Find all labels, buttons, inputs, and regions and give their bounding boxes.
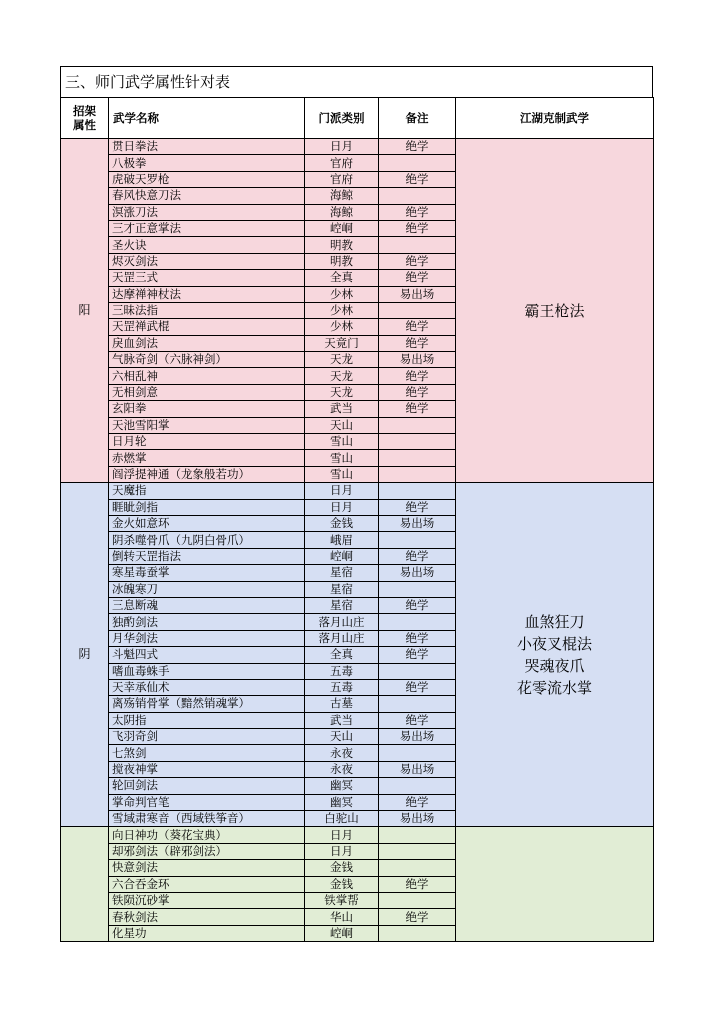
skill-name-cell: 向日神功（葵花宝典） — [109, 827, 305, 843]
sect-cell: 星宿 — [305, 581, 379, 597]
attribute-table — [60, 97, 654, 942]
sect-cell: 永夜 — [305, 745, 379, 761]
sect-cell: 金钱 — [305, 515, 379, 531]
counter-skill: 哭魂夜爪 — [524, 656, 585, 675]
skill-name-cell: 嗜血毒蛛手 — [109, 663, 305, 679]
attribute-cell: 阳 — [61, 139, 109, 483]
sect-cell: 武当 — [305, 401, 379, 417]
counter-skill: 霸王枪法 — [524, 301, 585, 320]
sect-cell: 官府 — [305, 171, 379, 187]
sect-cell: 天山 — [305, 417, 379, 433]
skill-name-cell: 三昧法指 — [109, 302, 305, 318]
note-cell — [379, 663, 456, 679]
note-cell — [379, 155, 456, 171]
skill-name-cell: 贯日拳法 — [109, 139, 305, 155]
note-cell: 绝学 — [379, 204, 456, 220]
sect-cell: 天竟门 — [305, 335, 379, 351]
note-cell — [379, 892, 456, 908]
skill-name-cell: 天罡三式 — [109, 270, 305, 286]
skill-name-cell: 天魔指 — [109, 483, 305, 499]
skill-name-cell: 达摩禅神杖法 — [109, 286, 305, 302]
sect-cell: 华山 — [305, 909, 379, 925]
note-cell: 绝学 — [379, 499, 456, 515]
skill-name-cell: 六相乱神 — [109, 368, 305, 384]
note-cell: 绝学 — [379, 335, 456, 351]
sect-cell: 幽冥 — [305, 794, 379, 810]
note-cell: 绝学 — [379, 647, 456, 663]
attribute-sheet — [60, 66, 653, 942]
sect-cell: 日月 — [305, 827, 379, 843]
skill-name-cell: 天池雪阳掌 — [109, 417, 305, 433]
note-cell: 绝学 — [379, 384, 456, 400]
counter-skill: 小夜叉棍法 — [516, 634, 592, 653]
skill-name-cell: 化星功 — [109, 925, 305, 941]
note-cell — [379, 302, 456, 318]
note-cell: 绝学 — [379, 368, 456, 384]
skill-name-cell: 春风快意刀法 — [109, 188, 305, 204]
skill-name-cell: 铁陨沉砂掌 — [109, 892, 305, 908]
skill-name-cell: 太阴指 — [109, 712, 305, 728]
skill-name-cell: 烬灭剑法 — [109, 253, 305, 269]
sect-cell: 峨眉 — [305, 532, 379, 548]
skill-name-cell: 溟涨刀法 — [109, 204, 305, 220]
note-cell: 绝学 — [379, 794, 456, 810]
note-cell: 绝学 — [379, 401, 456, 417]
note-cell: 易出场 — [379, 565, 456, 581]
skill-name-cell: 八极拳 — [109, 155, 305, 171]
skill-name-cell: 阴杀噬骨爪（九阴白骨爪） — [109, 532, 305, 548]
note-cell — [379, 417, 456, 433]
skill-name-cell: 寒星毒蚕掌 — [109, 565, 305, 581]
note-cell — [379, 843, 456, 859]
note-cell — [379, 778, 456, 794]
note-cell: 绝学 — [379, 679, 456, 695]
attribute-cell — [61, 827, 109, 942]
skill-name-cell: 却邪剑法（辟邪剑法） — [109, 843, 305, 859]
sect-cell: 天龙 — [305, 384, 379, 400]
sect-cell: 落月山庄 — [305, 630, 379, 646]
note-cell — [379, 483, 456, 499]
skill-name-cell: 独酌剑法 — [109, 614, 305, 630]
skill-name-cell: 金火如意环 — [109, 515, 305, 531]
counter-skills-cell — [456, 139, 654, 483]
skill-name-cell: 搅夜神掌 — [109, 761, 305, 777]
sect-cell: 永夜 — [305, 761, 379, 777]
sect-cell: 日月 — [305, 483, 379, 499]
skill-name-cell: 天幸承仙术 — [109, 679, 305, 695]
note-cell — [379, 532, 456, 548]
skill-name-cell: 日月轮 — [109, 434, 305, 450]
skill-name-cell: 月华剑法 — [109, 630, 305, 646]
sect-cell: 全真 — [305, 270, 379, 286]
skill-name-cell: 玄阳拳 — [109, 401, 305, 417]
skill-name-cell: 离殇销骨掌（黯然销魂掌） — [109, 696, 305, 712]
sect-cell: 明教 — [305, 253, 379, 269]
note-cell — [379, 581, 456, 597]
sect-cell: 雪山 — [305, 434, 379, 450]
sect-cell: 海鲸 — [305, 188, 379, 204]
note-cell: 绝学 — [379, 630, 456, 646]
skill-name-cell: 气脉奇剑（六脉神剑） — [109, 352, 305, 368]
skill-name-cell: 七煞剑 — [109, 745, 305, 761]
header-counter: 江湖克制武学 — [456, 98, 654, 139]
note-cell: 绝学 — [379, 139, 456, 155]
sect-cell: 幽冥 — [305, 778, 379, 794]
sect-cell: 武当 — [305, 712, 379, 728]
sect-cell: 天山 — [305, 729, 379, 745]
note-cell: 绝学 — [379, 220, 456, 236]
sect-cell: 明教 — [305, 237, 379, 253]
skill-name-cell: 雪域肃寒音（西域铁筝音） — [109, 811, 305, 827]
skill-name-cell: 斗魁四式 — [109, 647, 305, 663]
skill-name-cell: 赤燃掌 — [109, 450, 305, 466]
counter-skill: 花零流水掌 — [516, 678, 592, 697]
note-cell: 绝学 — [379, 876, 456, 892]
note-cell — [379, 237, 456, 253]
note-cell: 绝学 — [379, 171, 456, 187]
counter-skill: 血煞狂刀 — [524, 612, 585, 631]
note-cell — [379, 188, 456, 204]
skill-name-cell: 六合吞金环 — [109, 876, 305, 892]
skill-name-cell: 春秋剑法 — [109, 909, 305, 925]
skill-name-cell: 三息断魂 — [109, 597, 305, 613]
note-cell — [379, 827, 456, 843]
sect-cell: 金钱 — [305, 860, 379, 876]
skill-name-cell: 虎破天罗枪 — [109, 171, 305, 187]
note-cell: 绝学 — [379, 597, 456, 613]
note-cell — [379, 925, 456, 941]
header-note: 备注 — [379, 98, 456, 139]
skill-name-cell: 圣火诀 — [109, 237, 305, 253]
sect-cell: 五毒 — [305, 663, 379, 679]
header-row — [61, 98, 654, 139]
skill-name-cell: 轮回剑法 — [109, 778, 305, 794]
sect-cell: 官府 — [305, 155, 379, 171]
note-cell: 绝学 — [379, 548, 456, 564]
skill-name-cell: 三才正意掌法 — [109, 220, 305, 236]
table-row — [61, 827, 654, 843]
sect-cell: 少林 — [305, 302, 379, 318]
note-cell: 易出场 — [379, 515, 456, 531]
sect-cell: 古墓 — [305, 696, 379, 712]
attribute-cell: 阴 — [61, 483, 109, 827]
header-sect: 门派类别 — [305, 98, 379, 139]
sect-cell: 五毒 — [305, 679, 379, 695]
note-cell: 绝学 — [379, 712, 456, 728]
sect-cell: 落月山庄 — [305, 614, 379, 630]
skill-name-cell: 掌命判官笔 — [109, 794, 305, 810]
sect-cell: 海鲸 — [305, 204, 379, 220]
note-cell: 易出场 — [379, 761, 456, 777]
note-cell: 易出场 — [379, 286, 456, 302]
sect-cell: 白驼山 — [305, 811, 379, 827]
note-cell — [379, 860, 456, 876]
table-row — [61, 139, 654, 155]
sect-cell: 日月 — [305, 139, 379, 155]
sect-cell: 日月 — [305, 843, 379, 859]
note-cell: 绝学 — [379, 909, 456, 925]
note-cell: 绝学 — [379, 319, 456, 335]
sect-cell: 星宿 — [305, 565, 379, 581]
skill-name-cell: 飞羽奇剑 — [109, 729, 305, 745]
counter-skills-cell — [456, 827, 654, 942]
sect-cell: 金钱 — [305, 876, 379, 892]
sect-cell: 雪山 — [305, 466, 379, 482]
note-cell: 易出场 — [379, 811, 456, 827]
sect-cell: 星宿 — [305, 597, 379, 613]
sect-cell: 雪山 — [305, 450, 379, 466]
note-cell — [379, 614, 456, 630]
sect-cell: 天龙 — [305, 352, 379, 368]
counter-skills-cell — [456, 483, 654, 827]
note-cell: 绝学 — [379, 253, 456, 269]
note-cell: 绝学 — [379, 270, 456, 286]
skill-name-cell: 阎浮提神通（龙象般若功） — [109, 466, 305, 482]
skill-name-cell: 快意剑法 — [109, 860, 305, 876]
table-row — [61, 483, 654, 499]
sect-cell: 少林 — [305, 286, 379, 302]
note-cell: 易出场 — [379, 352, 456, 368]
sect-cell: 少林 — [305, 319, 379, 335]
skill-name-cell: 天罡禅武棍 — [109, 319, 305, 335]
sect-cell: 崆峒 — [305, 548, 379, 564]
note-cell: 易出场 — [379, 729, 456, 745]
note-cell — [379, 466, 456, 482]
skill-name-cell: 戾血剑法 — [109, 335, 305, 351]
table-body — [61, 139, 654, 942]
note-cell — [379, 434, 456, 450]
sect-cell: 天龙 — [305, 368, 379, 384]
skill-name-cell: 倒转天罡指法 — [109, 548, 305, 564]
sect-cell: 崆峒 — [305, 925, 379, 941]
sheet-title: 三、师门武学属性针对表 — [60, 66, 653, 97]
note-cell — [379, 745, 456, 761]
header-prop: 招架 属性 — [61, 98, 109, 139]
sect-cell: 日月 — [305, 499, 379, 515]
note-cell — [379, 450, 456, 466]
sect-cell: 铁掌帮 — [305, 892, 379, 908]
sect-cell: 全真 — [305, 647, 379, 663]
sect-cell: 崆峒 — [305, 220, 379, 236]
skill-name-cell: 无相剑意 — [109, 384, 305, 400]
header-name: 武学名称 — [109, 98, 305, 139]
skill-name-cell: 睚眦剑指 — [109, 499, 305, 515]
note-cell — [379, 696, 456, 712]
skill-name-cell: 冰魄寒刀 — [109, 581, 305, 597]
